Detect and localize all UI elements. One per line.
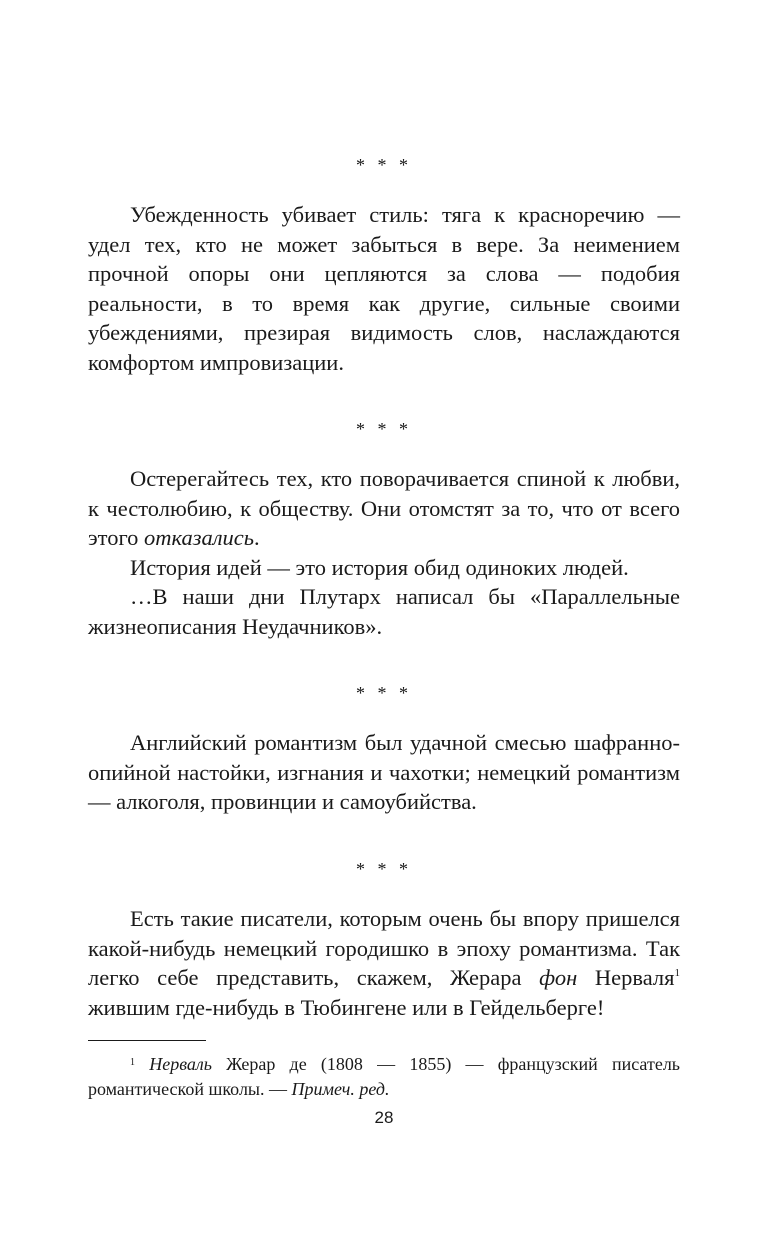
paragraph-text: Остерегайтесь тех, кто поворачивается спиной к любви, к честолюбию, к обществу. Они отомстят за то, что от всего этого bbox=[88, 466, 680, 550]
paragraph-text: Есть такие писатели, которым очень бы впору пришелся какой-нибудь немецкий городишко в эпоху романтизма. Так легко себе представить, скажем, Жерара bbox=[88, 906, 680, 990]
paragraph bbox=[88, 904, 680, 1022]
section-separator: * * * bbox=[356, 419, 412, 439]
section-separator: * * * bbox=[356, 859, 412, 879]
paragraph bbox=[88, 464, 680, 553]
footnote bbox=[88, 1052, 680, 1102]
paragraph: …В наши дни Плутарх написал бы «Параллельные жизнеописания Неудачников». bbox=[88, 584, 680, 639]
paragraph-text: жившим где-нибудь в Тюбингене или в Гейдельберге! bbox=[88, 994, 605, 1020]
footnote-divider bbox=[88, 1040, 206, 1041]
section-separator: * * * bbox=[356, 155, 412, 175]
section-2 bbox=[88, 464, 680, 641]
paragraph: История идей — это история обид одиноких людей. bbox=[130, 554, 629, 580]
footnote-reference[interactable]: 1 bbox=[674, 967, 680, 979]
paragraph-text: . bbox=[254, 525, 260, 550]
footnote-text: Жерар де (1808 — 1855) — французский писатель романтической школы. — bbox=[88, 1054, 681, 1099]
section-1 bbox=[88, 200, 680, 377]
footnote-editor-note: Примеч. ред. bbox=[291, 1079, 390, 1099]
paragraph-text: Нерваля bbox=[577, 965, 675, 990]
footnote-name: Нерваль bbox=[149, 1054, 212, 1074]
paragraph: Английский романтизм был удачной смесью шафранно-опийной настойки, изгнания и чахотки; немецкий романтизм — алкоголя, провинции и самоубийства. bbox=[88, 730, 680, 814]
section-3 bbox=[88, 728, 680, 817]
section-4 bbox=[88, 904, 680, 1022]
emphasis-text: фон bbox=[539, 965, 578, 990]
emphasis-text: отказались bbox=[144, 525, 255, 550]
footnote-number: 1 bbox=[130, 1057, 135, 1068]
page-number: 28 bbox=[374, 1108, 394, 1127]
section-separator: * * * bbox=[356, 683, 412, 703]
paragraph: Убежденность убивает стиль: тяга к красноречию — удел тех, кто не может забыться в вере. За неимением прочной опоры они цепляются за слова — подобия реальности, в то время как другие, сильные своими убеждениями, презирая видимость слов, наслаждаются комфортом импровизации. bbox=[88, 202, 680, 375]
